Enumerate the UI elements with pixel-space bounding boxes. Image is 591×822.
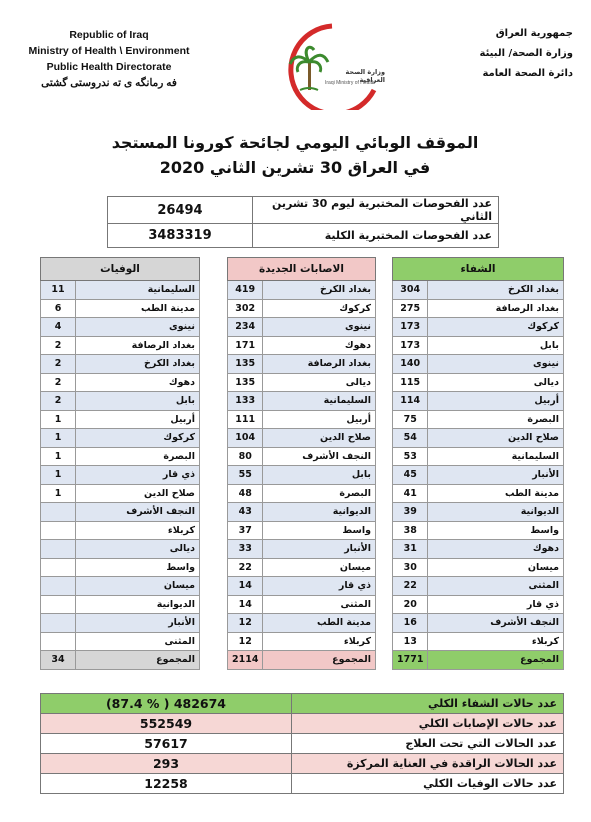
table-row bbox=[228, 484, 376, 503]
summary-label: عدد حالات الشفاء الكلي bbox=[292, 694, 564, 714]
header-line: Ministry of Health \ Environment bbox=[28, 45, 190, 57]
page-subtitle-date: في العراق 30 تشرين الثاني 2020 bbox=[159, 158, 431, 177]
summary-label: عدد الحالات الراقدة في العناية المركزة bbox=[292, 754, 564, 774]
count-cell: 1 bbox=[41, 429, 76, 448]
governorate-cell: بغداد الرصافة bbox=[263, 355, 376, 374]
governorate-cell: بغداد الرصافة bbox=[428, 299, 564, 318]
count-cell: 171 bbox=[228, 336, 263, 355]
table-row bbox=[41, 595, 200, 614]
governorate-cell: نينوى bbox=[428, 355, 564, 374]
governorate-cell: الديوانية bbox=[76, 595, 200, 614]
count-cell: 13 bbox=[393, 632, 428, 651]
table-row bbox=[393, 484, 564, 503]
count-cell bbox=[41, 632, 76, 651]
governorate-cell: دهوك bbox=[263, 336, 376, 355]
table-row bbox=[228, 521, 376, 540]
daily-tests-value: 26494 bbox=[108, 197, 253, 224]
table-row bbox=[228, 410, 376, 429]
count-cell bbox=[41, 503, 76, 522]
summary-value: 293 bbox=[41, 754, 292, 774]
lab-tests-table bbox=[107, 196, 499, 248]
header-line: جمهورية العراق bbox=[495, 28, 573, 39]
total-row bbox=[393, 651, 564, 670]
table-row bbox=[393, 540, 564, 559]
column-header: الوفيات bbox=[41, 258, 200, 281]
table-row bbox=[393, 595, 564, 614]
count-cell: 135 bbox=[228, 373, 263, 392]
table-row bbox=[41, 392, 200, 411]
governorate-cell: النجف الأشرف bbox=[76, 503, 200, 522]
count-cell: 419 bbox=[228, 281, 263, 300]
count-cell: 2 bbox=[41, 355, 76, 374]
table-row bbox=[41, 318, 200, 337]
count-cell: 6 bbox=[41, 299, 76, 318]
table-row bbox=[108, 197, 499, 224]
summary-value: 57617 bbox=[41, 734, 292, 754]
governorate-cell: المثنى bbox=[76, 632, 200, 651]
total-label: المجموع bbox=[263, 651, 376, 670]
governorate-cell: الديوانية bbox=[263, 503, 376, 522]
governorate-cell: صلاح الدين bbox=[76, 484, 200, 503]
count-cell: 12 bbox=[228, 632, 263, 651]
count-cell: 111 bbox=[228, 410, 263, 429]
count-cell: 173 bbox=[393, 318, 428, 337]
total-tests-label: عدد الفحوصات المختبرية الكلية bbox=[253, 224, 499, 248]
recoveries-table bbox=[392, 257, 564, 670]
total-value: 34 bbox=[41, 651, 76, 670]
table-row bbox=[228, 595, 376, 614]
table-row bbox=[228, 447, 376, 466]
count-cell: 1 bbox=[41, 447, 76, 466]
governorate-cell: ذي قار bbox=[428, 595, 564, 614]
count-cell: 22 bbox=[228, 558, 263, 577]
table-row bbox=[228, 281, 376, 300]
governorate-cell: ميسان bbox=[76, 577, 200, 596]
governorate-cell: بابل bbox=[428, 336, 564, 355]
count-cell: 75 bbox=[393, 410, 428, 429]
governorate-cell: أربيل bbox=[263, 410, 376, 429]
table-row bbox=[228, 336, 376, 355]
governorate-cell: بغداد الكرخ bbox=[428, 281, 564, 300]
governorate-cell: ذي قار bbox=[76, 466, 200, 485]
count-cell: 275 bbox=[393, 299, 428, 318]
governorate-cell: واسط bbox=[428, 521, 564, 540]
table-row bbox=[228, 614, 376, 633]
count-cell: 38 bbox=[393, 521, 428, 540]
table-row bbox=[393, 614, 564, 633]
column-header: الشفاء bbox=[393, 258, 564, 281]
count-cell: 1 bbox=[41, 410, 76, 429]
table-row bbox=[41, 299, 200, 318]
count-cell: 30 bbox=[393, 558, 428, 577]
governorate-cell: الأنبار bbox=[263, 540, 376, 559]
governorate-cell: صلاح الدين bbox=[263, 429, 376, 448]
count-cell bbox=[41, 521, 76, 540]
governorate-cell: بغداد الرصافة bbox=[76, 336, 200, 355]
table-row bbox=[228, 373, 376, 392]
total-label: المجموع bbox=[428, 651, 564, 670]
governorate-cell: كربلاء bbox=[428, 632, 564, 651]
summary-label: عدد حالات الإصابات الكلي bbox=[292, 714, 564, 734]
table-row bbox=[393, 558, 564, 577]
summary-row bbox=[41, 694, 564, 714]
table-row bbox=[41, 614, 200, 633]
table-row bbox=[393, 373, 564, 392]
governorate-cell: الأنبار bbox=[428, 466, 564, 485]
governorate-cell: بغداد الكرخ bbox=[76, 355, 200, 374]
deaths-table bbox=[40, 257, 200, 670]
governorate-cell: ميسان bbox=[263, 558, 376, 577]
table-row bbox=[228, 466, 376, 485]
governorate-cell: البصرة bbox=[428, 410, 564, 429]
table-header-row bbox=[41, 258, 200, 281]
count-cell: 14 bbox=[228, 577, 263, 596]
logo-subcaption: Iraqi Ministry of Health bbox=[325, 80, 375, 86]
count-cell: 4 bbox=[41, 318, 76, 337]
governorate-cell: كركوك bbox=[263, 299, 376, 318]
header-line: Public Health Directorate bbox=[46, 61, 172, 73]
table-row bbox=[41, 558, 200, 577]
table-row bbox=[41, 410, 200, 429]
count-cell: 12 bbox=[228, 614, 263, 633]
count-cell: 1 bbox=[41, 466, 76, 485]
table-row bbox=[228, 503, 376, 522]
table-row bbox=[41, 429, 200, 448]
count-cell: 41 bbox=[393, 484, 428, 503]
table-row bbox=[228, 558, 376, 577]
table-header-row bbox=[393, 258, 564, 281]
count-cell: 48 bbox=[228, 484, 263, 503]
count-cell: 20 bbox=[393, 595, 428, 614]
governorate-cell: ذي قار bbox=[263, 577, 376, 596]
governorate-cell: النجف الأشرف bbox=[428, 614, 564, 633]
count-cell: 2 bbox=[41, 336, 76, 355]
column-header: الاصابات الجديدة bbox=[228, 258, 376, 281]
count-cell: 304 bbox=[393, 281, 428, 300]
table-row bbox=[393, 466, 564, 485]
table-row bbox=[393, 299, 564, 318]
governorate-cell: بغداد الكرخ bbox=[263, 281, 376, 300]
count-cell: 114 bbox=[393, 392, 428, 411]
table-row bbox=[41, 484, 200, 503]
table-row bbox=[108, 224, 499, 248]
governorate-cell: مدينة الطب bbox=[76, 299, 200, 318]
count-cell: 43 bbox=[228, 503, 263, 522]
count-cell: 1 bbox=[41, 484, 76, 503]
table-row bbox=[228, 355, 376, 374]
governorate-cell: ميسان bbox=[428, 558, 564, 577]
count-cell bbox=[41, 540, 76, 559]
header-line: Republic of Iraq bbox=[69, 29, 149, 41]
count-cell: 55 bbox=[228, 466, 263, 485]
governorate-cell: مدينة الطب bbox=[428, 484, 564, 503]
governorate-cell: واسط bbox=[76, 558, 200, 577]
new-cases-table bbox=[227, 257, 376, 670]
governorate-cell: واسط bbox=[263, 521, 376, 540]
governorate-cell: بابل bbox=[263, 466, 376, 485]
count-cell bbox=[41, 595, 76, 614]
table-row bbox=[41, 336, 200, 355]
header-line: فه رمانگه ی ته ندروستی گشتی bbox=[41, 77, 177, 89]
count-cell: 2 bbox=[41, 392, 76, 411]
count-cell: 302 bbox=[228, 299, 263, 318]
table-row bbox=[393, 355, 564, 374]
governorate-cell: أربيل bbox=[428, 392, 564, 411]
header-line: دائرة الصحة العامة bbox=[482, 68, 573, 79]
table-row bbox=[41, 373, 200, 392]
governorate-cell: بابل bbox=[76, 392, 200, 411]
total-value: 1771 bbox=[393, 651, 428, 670]
summary-label: عدد حالات الوفيات الكلي bbox=[292, 774, 564, 794]
summary-row bbox=[41, 774, 564, 794]
header-arabic-block bbox=[423, 24, 573, 84]
table-row bbox=[228, 392, 376, 411]
governorate-cell: دهوك bbox=[76, 373, 200, 392]
count-cell: 22 bbox=[393, 577, 428, 596]
totals-summary-table bbox=[40, 693, 564, 794]
table-row bbox=[41, 577, 200, 596]
table-row bbox=[393, 447, 564, 466]
table-row bbox=[393, 521, 564, 540]
table-row bbox=[228, 577, 376, 596]
count-cell: 104 bbox=[228, 429, 263, 448]
total-row bbox=[228, 651, 376, 670]
governorate-cell: الأنبار bbox=[76, 614, 200, 633]
table-row bbox=[41, 355, 200, 374]
count-cell: 80 bbox=[228, 447, 263, 466]
governorate-cell: ديالى bbox=[263, 373, 376, 392]
count-cell: 234 bbox=[228, 318, 263, 337]
table-row bbox=[228, 632, 376, 651]
total-row bbox=[41, 651, 200, 670]
count-cell bbox=[41, 558, 76, 577]
header-line: وزارة الصحة/ البيئة bbox=[479, 48, 573, 59]
governorate-cell: السليمانية bbox=[428, 447, 564, 466]
governorate-cell: البصرة bbox=[263, 484, 376, 503]
count-cell: 14 bbox=[228, 595, 263, 614]
count-cell: 2 bbox=[41, 373, 76, 392]
table-row bbox=[41, 540, 200, 559]
daily-tests-label: عدد الفحوصات المختبرية ليوم 30 تشرين الثاني bbox=[253, 197, 499, 224]
governorate-cell: كركوك bbox=[76, 429, 200, 448]
logo-emblem-icon bbox=[270, 20, 390, 110]
governorate-cell: السليمانية bbox=[263, 392, 376, 411]
summary-row bbox=[41, 754, 564, 774]
count-cell: 173 bbox=[393, 336, 428, 355]
governorate-cell: مدينة الطب bbox=[263, 614, 376, 633]
governorate-cell: السليمانية bbox=[76, 281, 200, 300]
table-row bbox=[41, 281, 200, 300]
table-row bbox=[41, 466, 200, 485]
table-row bbox=[41, 632, 200, 651]
count-cell: 33 bbox=[228, 540, 263, 559]
count-cell: 54 bbox=[393, 429, 428, 448]
count-cell: 45 bbox=[393, 466, 428, 485]
count-cell: 115 bbox=[393, 373, 428, 392]
total-tests-value: 3483319 bbox=[108, 224, 253, 248]
governorate-cell: كركوك bbox=[428, 318, 564, 337]
governorate-cell: صلاح الدين bbox=[428, 429, 564, 448]
governorate-cell: نينوى bbox=[263, 318, 376, 337]
governorate-cell: أربيل bbox=[76, 410, 200, 429]
count-cell: 39 bbox=[393, 503, 428, 522]
count-cell: 37 bbox=[228, 521, 263, 540]
governorate-cell: الديوانية bbox=[428, 503, 564, 522]
table-row bbox=[228, 429, 376, 448]
table-row bbox=[393, 503, 564, 522]
table-row bbox=[393, 318, 564, 337]
count-cell: 16 bbox=[393, 614, 428, 633]
governorate-cell: المثنى bbox=[428, 577, 564, 596]
table-row bbox=[41, 447, 200, 466]
count-cell: 11 bbox=[41, 281, 76, 300]
count-cell: 31 bbox=[393, 540, 428, 559]
table-row bbox=[393, 429, 564, 448]
table-row bbox=[393, 632, 564, 651]
count-cell bbox=[41, 614, 76, 633]
governorate-cell: كربلاء bbox=[263, 632, 376, 651]
total-value: 2114 bbox=[228, 651, 263, 670]
governorate-cell: دهوك bbox=[428, 540, 564, 559]
ministry-logo bbox=[270, 20, 390, 110]
table-row bbox=[393, 410, 564, 429]
count-cell: 133 bbox=[228, 392, 263, 411]
table-row bbox=[393, 336, 564, 355]
governorate-cell: كربلاء bbox=[76, 521, 200, 540]
count-cell: 140 bbox=[393, 355, 428, 374]
table-row bbox=[228, 299, 376, 318]
governorate-cell: النجف الأشرف bbox=[263, 447, 376, 466]
summary-value: (87.4 % ) 482674 bbox=[41, 694, 292, 714]
table-row bbox=[41, 503, 200, 522]
table-row bbox=[393, 577, 564, 596]
summary-value: 552549 bbox=[41, 714, 292, 734]
governorate-cell: ديالى bbox=[428, 373, 564, 392]
total-label: المجموع bbox=[76, 651, 200, 670]
summary-value: 12258 bbox=[41, 774, 292, 794]
count-cell: 135 bbox=[228, 355, 263, 374]
table-row bbox=[228, 540, 376, 559]
count-cell bbox=[41, 577, 76, 596]
summary-row bbox=[41, 734, 564, 754]
header-english-block bbox=[14, 27, 204, 91]
governorate-cell: ديالى bbox=[76, 540, 200, 559]
page-title: الموقف الوبائي اليومي لجائحة كورونا المستجد bbox=[111, 133, 479, 152]
table-row bbox=[228, 318, 376, 337]
count-cell: 53 bbox=[393, 447, 428, 466]
table-row bbox=[41, 521, 200, 540]
governorate-cell: المثنى bbox=[263, 595, 376, 614]
summary-label: عدد الحالات التي تحت العلاج bbox=[292, 734, 564, 754]
governorate-cell: البصرة bbox=[76, 447, 200, 466]
summary-row bbox=[41, 714, 564, 734]
table-header-row bbox=[228, 258, 376, 281]
table-row bbox=[393, 392, 564, 411]
governorate-cell: نينوى bbox=[76, 318, 200, 337]
logo-caption: وزارة الصحة العراقية bbox=[345, 68, 385, 84]
table-row bbox=[393, 281, 564, 300]
